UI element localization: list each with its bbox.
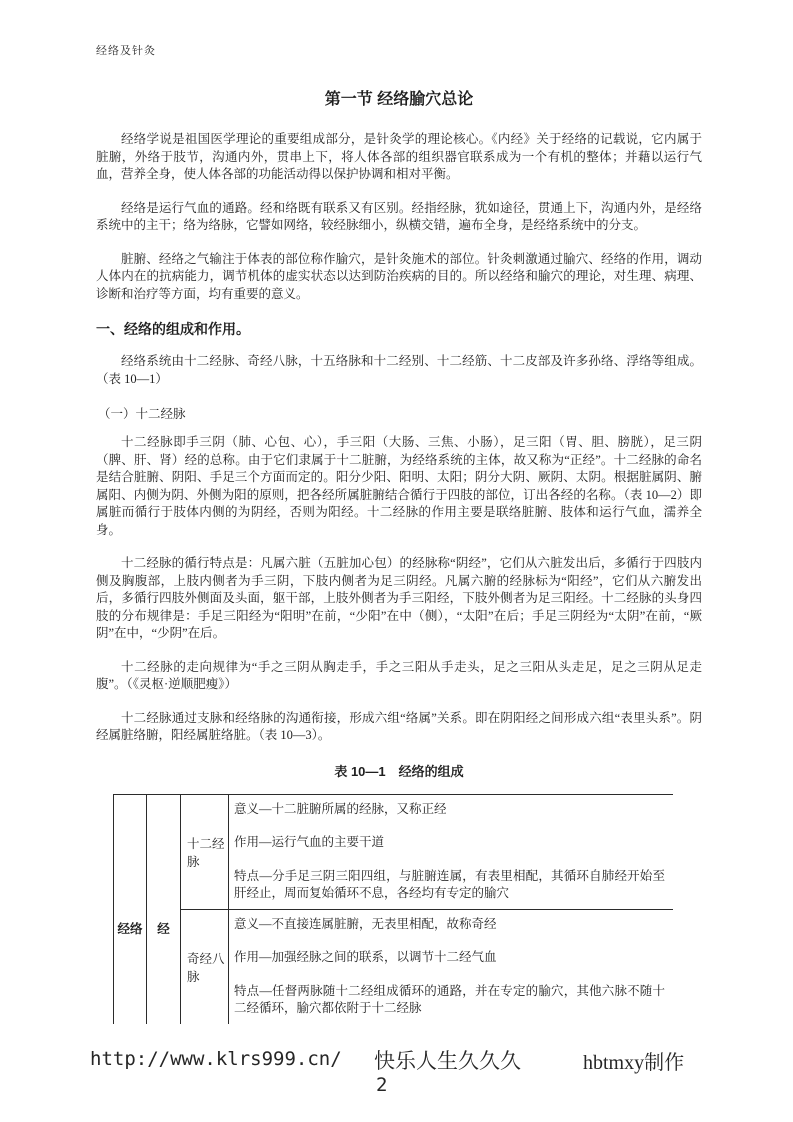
table-row-twelve-meridians: [114, 794, 674, 909]
table-cell-content-eight-extra-vessels: [229, 909, 674, 1024]
table-item-feature: 特点—分手足三阴三阳四组，与脏腑连属，有表里相配，其循环自肺经开始至肝经止，周而复始循环不息，各经均有专定的腧穴: [234, 868, 665, 900]
paragraph-intro-3: 脏腑、经络之气输注于体表的部位称作腧穴，是针灸施术的部位。针灸刺激通过腧穴、经络的作用，调动人体内在的抗病能力，调节机体的虚实状态以达到防治疾病的目的。所以经络和腧穴的理论，对生理、病理、诊断和治疗等方面，均有重要的意义。: [96, 251, 702, 301]
table-row-eight-extra-vessels: [114, 909, 674, 1024]
page-title: 第一节 经络腧穴总论: [324, 91, 474, 108]
heading-composition-and-function: 一、经络的组成和作用。: [96, 321, 250, 337]
footer-url: http://www.klrs999.cn/: [90, 1048, 342, 1070]
table-caption: 表 10—1 经络的组成: [334, 763, 464, 779]
table-cell-label-twelve-meridians: 十二经脉: [181, 794, 229, 909]
paragraph-system-composition: 经络系统由十二经脉、奇经八脉，十五络脉和十二经别、十二经筋、十二皮部及许多孙络、浮络等组成。（表 10—1）: [96, 354, 702, 386]
running-header: 经络及针灸: [96, 45, 156, 57]
paragraph-circulation-features: 十二经脉的循行特点是：凡属六脏（五脏加心包）的经脉称“阴经”，它们从六脏发出后，多循行于四肢内侧及胸腹部，上肢内侧者为手三阴，下肢内侧者为足三阴经。凡属六腑的经脉标为“阳经”，它们从六腑发出后，多循行四肢外侧面及头面，躯干部，上肢外侧者为手三阳经，下肢外侧者为足三阳经。十二经脉的头身四肢的分布规律是：手足三阳经为“阳明”在前，“少阳”在中（侧），“太阳”在后；手足三阴经为“太阴”在前，“厥阴”在中，“少阴”在后。: [96, 556, 702, 640]
table-item-function: 作用—加强经脉之间的联系，以调节十二经气血: [234, 950, 497, 964]
paragraph-twelve-meridians-naming: 十二经脉即手三阴（肺、心包、心），手三阳（大肠、三焦、小肠），足三阳（胃、胆、膀胱），足三阴（脾、肝、肾）经的总称。由于它们隶属于十二脏腑，为经络系统的主体，故又称为“正经”。十二经脉的命名是结合脏腑、阴阳、手足三个方面而定的。阳分少阳、阳明、太阳；阴分大阴、厥阴、太阴。根据脏属阴、腑属阳、内侧为阴、外侧为阳的原则，把各经所属脏腑结合循行于四肢的部位，订出各经的名称。（表 10—2）即属脏而循行于肢体内侧的为阴经，否则为阳经。十二经脉的作用主要是联络脏腑、肢体和运行气血，濡养全身。: [96, 435, 702, 537]
footer-maker: hbtmxy制作: [583, 1052, 685, 1074]
table-item-feature: 特点—任督两脉随十二经组成循环的通路，并在专定的腧穴，其他六脉不随十二经循环，腧穴都依附于十二经脉: [234, 983, 665, 1015]
sub-heading-twelve-meridians: （一）十二经脉: [98, 407, 186, 421]
table-cell-label-eight-extra-vessels: 奇经八脉: [181, 909, 229, 1024]
meridian-composition-table: [113, 794, 673, 1024]
table-item-meaning: 意义—十二脏腑所属的经脉，又称正经: [234, 801, 447, 816]
table-cell-jing: 经: [147, 794, 181, 1024]
table-item-function: 作用—运行气血的主要干道: [234, 835, 385, 849]
paragraph-luoshu-relation: 十二经脉通过支脉和经络脉的沟通衔接，形成六组“络属”关系。即在阴阳经之间形成六组“表里头系”。阴经属脏络腑，阳经属脏络脏。（表 10—3）。: [96, 710, 702, 742]
paragraph-intro-2: 经络是运行气血的通路。经和络既有联系又有区别。经指经脉，犹如途径，贯通上下，沟通内外，是经络系统中的主干；络为络脉，它譬如网络，较经脉细小，纵横交错，遍布全身，是经络系统中的分支。: [96, 200, 702, 232]
paragraph-direction-rule: 十二经脉的走向规律为“手之三阴从胸走手，手之三阳从手走头，足之三阳从头走足，足之三阴从足走腹”。（《灵枢·逆顺肥瘦》）: [96, 659, 702, 691]
table-cell-jingluo: 经络: [114, 794, 147, 1024]
footer-slogan: 快乐人生久久久: [374, 1049, 521, 1073]
page-content: [96, 86, 702, 1024]
page-number: 2: [376, 1074, 388, 1096]
table-item-meaning: 意义—不直接连属脏腑，无表里相配，故称奇经: [234, 916, 497, 931]
paragraph-intro-1: 经络学说是祖国医学理论的重要组成部分，是针灸学的理论核心。《内经》关于经络的记载说，它内属于脏腑，外络于肢节，沟通内外，贯串上下，将人体各部的组织器官联系成为一个有机的整体；并藉以运行气血，营养全身，使人体各部的功能活动得以保护协调和相对平衡。: [96, 132, 702, 181]
table-cell-content-twelve-meridians: [229, 794, 674, 909]
